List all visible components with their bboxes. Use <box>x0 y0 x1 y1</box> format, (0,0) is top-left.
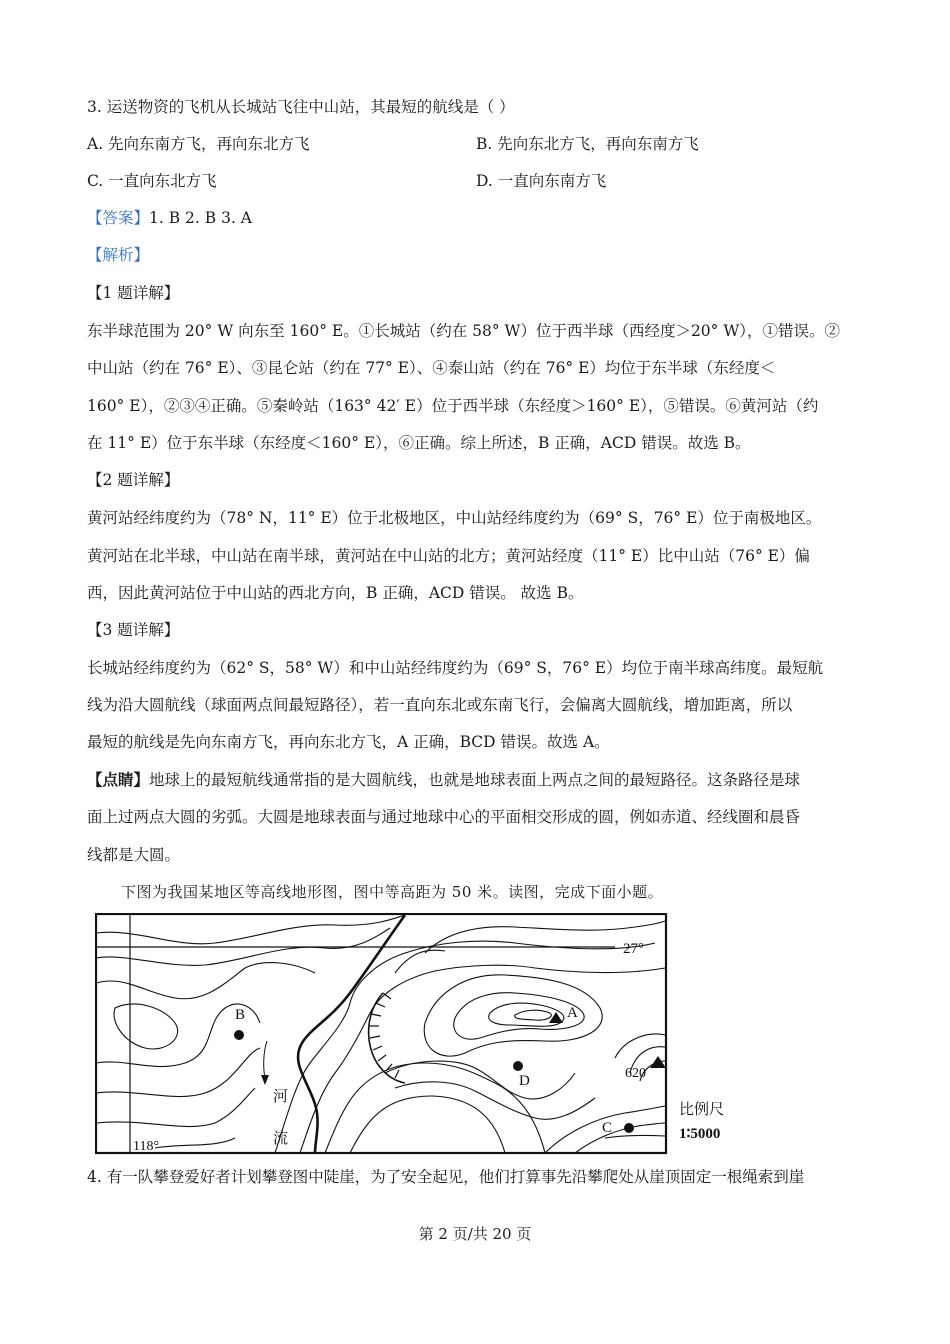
analysis-tag: 【解析】 <box>87 246 150 264</box>
point-a-label: A <box>567 1005 578 1021</box>
contour-map <box>95 913 855 1158</box>
page-footer: 第 2 页/共 20 页 <box>418 1225 532 1243</box>
detail1-line: 中山站（约在 76° E）、③昆仑站（约在 77° E）、④泰山站（约在 76° E）均位于东半球（东经度＜ <box>87 359 776 377</box>
dianjing-tag: 【点睛】 <box>87 770 150 789</box>
point-d-label: D <box>519 1073 530 1089</box>
detail3-line: 长城站经纬度约为（62° S，58° W）和中山站经纬度约为（69° S，76° E）均位于南半球高纬度。最短航 <box>87 659 824 677</box>
detail2-line: 黄河站在北半球，中山站在南半球，黄河站在中山站的北方；黄河站经度（11° E）比中山站（76° E）偏 <box>87 547 810 565</box>
dianjing-line: 线都是大圆。 <box>87 846 181 864</box>
detail3-line: 最短的航线是先向东南方飞，再向东北方飞，A 正确，BCD 错误。故选 A。 <box>87 733 610 751</box>
longitude-label: 118° <box>133 1139 160 1154</box>
dianjing-line: 面上过两点大圆的劣弧。大圆是地球表面与通过地球中心的平面相交形成的圆，例如赤道、经线圈和晨昏 <box>87 808 801 826</box>
river-line <box>298 915 405 1153</box>
q3-option-c: C. 一直向东北方飞 <box>87 172 217 190</box>
elevation-label: 620 <box>625 1066 646 1081</box>
peak-620-symbol <box>650 1056 666 1068</box>
point-c-label: C <box>602 1120 613 1136</box>
scale-title: 比例尺 <box>679 1102 725 1118</box>
map-intro: 下图为我国某地区等高线地形图，图中等高距为 50 米。读图，完成下面小题。 <box>121 883 664 901</box>
detail2-line: 西，因此黄河站位于中山站的西北方向，B 正确，ACD 错误。 故选 B。 <box>87 584 584 602</box>
q4-stem: 4. 有一队攀登爱好者计划攀登图中陡崖，为了安全起见，他们打算事先沿攀爬处从崖顶固定一根绳索到崖 <box>87 1168 805 1186</box>
river-label-2: 流 <box>273 1131 289 1147</box>
scale-value: 1∶5000 <box>679 1126 721 1142</box>
detail2-line: 黄河站经纬度约为（78° N，11° E）位于北极地区，中山站经纬度约为（69° S，76° E）位于南极地区。 <box>87 509 822 527</box>
q3-option-d: D. 一直向东南方飞 <box>476 172 607 190</box>
q3-option-b: B. 先向东北方飞，再向东南方飞 <box>476 135 699 153</box>
detail3-line: 线为沿大圆航线（球面两点间最短路径），若一直向东北或东南飞行，会偏离大圆航线，增加距离，所以 <box>87 696 793 714</box>
detail2-title: 【2 题详解】 <box>87 471 180 489</box>
q3-option-a: A. 先向东南方飞，再向东北方飞 <box>87 135 310 153</box>
latitude-label: 27° <box>623 941 644 957</box>
answer-line <box>87 207 252 229</box>
point-b-dot <box>234 1030 244 1040</box>
detail1-title: 【1 题详解】 <box>87 284 180 302</box>
cliff-symbol <box>369 993 405 1083</box>
dianjing-text: 地球上的最短航线通常指的是大圆航线，也就是地球表面上两点之间的最短路径。这条路径是球 <box>149 771 801 789</box>
river-label-1: 河 <box>273 1089 289 1105</box>
flow-arrow <box>264 1041 267 1078</box>
dianjing-line <box>87 769 800 791</box>
answer-tag: 【答案】 <box>87 209 150 227</box>
detail3-title: 【3 题详解】 <box>87 621 180 639</box>
q3-stem: 3. 运送物资的飞机从长城站飞往中山站，其最短的航线是（ ） <box>87 98 515 116</box>
point-c-dot <box>624 1123 634 1133</box>
point-d-dot <box>513 1061 523 1071</box>
answer-text: 1. B 2. B 3. A <box>149 209 252 227</box>
point-b-label: B <box>235 1007 246 1023</box>
detail1-line: 在 11° E）位于东半球（东经度＜160° E），⑥正确。综上所述，B 正确，ACD 错误。故选 B。 <box>87 434 751 452</box>
detail1-line: 160° E），②③④正确。⑤秦岭站（163° 42′ E）位于西半球（东经度＞160° E），⑤错误。⑥黄河站（约 <box>87 397 819 415</box>
flow-arrowhead <box>261 1075 269 1085</box>
detail1-line: 东半球范围为 20° W 向东至 160° E。①长城站（约在 58° W）位于西半球（西经度＞20° W），①错误。② <box>87 322 841 340</box>
